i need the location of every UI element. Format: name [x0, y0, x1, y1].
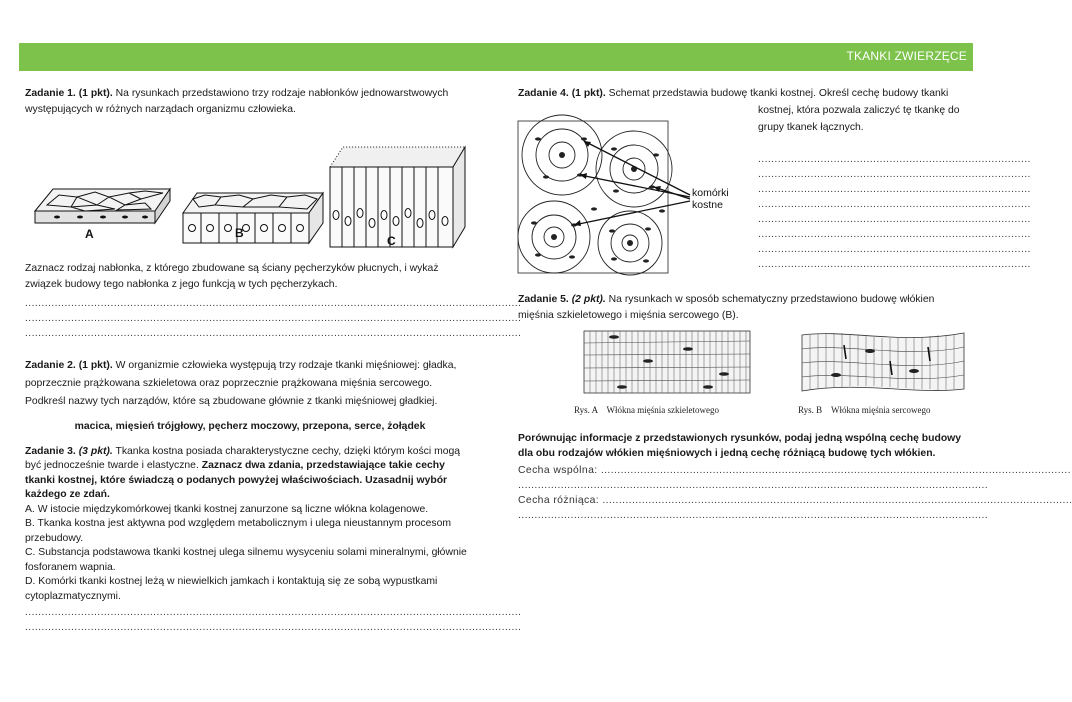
task-4-title: Zadanie 4. (1 pkt). [518, 88, 606, 99]
task-3-points: (3 pkt). [78, 445, 113, 457]
common-feature-label: Cecha wspólna: [518, 465, 598, 477]
task-3-option[interactable]: A. W istocie międzykomórkowej tkanki kostnej zanurzone są liczne włókna kolagenowe. [25, 503, 429, 515]
task-5-intro: Zadanie 5. (2 pkt). Na rysunkach w sposób schematyczny przedstawiono budowę włókien mięśnia szkieletowego i mięśnia sercowego (B). [518, 294, 935, 321]
organ-list[interactable]: macica, mięsień trójgłowy, pęcherz moczowy, przepona, serce, żołądek [74, 421, 426, 433]
answer-line[interactable]: ....................................................................................................................................................... [25, 313, 522, 325]
left-column [25, 86, 522, 636]
figure-label-c: C [387, 234, 396, 249]
task-2-title: Zadanie 2. (1 pkt). [25, 360, 113, 372]
task-2-text: Zadanie 2. (1 pkt). W organizmie człowieka występują trzy rodzaje tkanki mięśniowej: gładka, poprzecznie prążkowana szkieletowa oraz poprzecznie prążkowana mięśnia sercowego. Podkreśl nazwy tych narządów, które są zbudowane głównie z tkanki mięśniowej gładkiej. [25, 360, 457, 408]
muscle-fibers-figure [518, 325, 968, 421]
figure-label-a: A [85, 227, 94, 242]
answer-line[interactable]: ................................................................................... [758, 244, 1031, 255]
task-4 [518, 86, 1031, 282]
task-4-text-cont: kostnej, która pozwala zaliczyć tę tkankę do grupy tkanek łącznych. [758, 105, 960, 133]
cardiac-muscle-drawing [802, 333, 964, 391]
answer-line[interactable]: ................................................................................... [758, 184, 1031, 195]
task-5-points: (2 pkt). [571, 294, 606, 305]
task-4-intro: Zadanie 4. (1 pkt). Schemat przedstawia budowę tkanki kostnej. Określ cechę budowy tkanki [518, 88, 949, 99]
task-3-option[interactable]: B. Tkanka kostna jest aktywna pod względem metabolicznym i ulega nieustannym procesom przebudowy. [25, 518, 452, 544]
task-3-text: Zadanie 3. (3 pkt). Tkanka kostna posiada charakterystyczne cechy, dzięki którym kości mogą być jednocześnie twarde i elastyczne. Zaznacz dwa zdania, przedstawiające takie cechy tkanki kostnej, które świadczą o podanych powyżej właściwościach. Uzasadnij wybór każdego ze zdań. [25, 445, 461, 501]
task-3-instruction: Zaznacz dwa zdania, przedstawiające takie cechy tkanki kostnej, które świadczą o podanych powyżej właściwościach. Uzasadnij wybór każdego ze zdań. [25, 460, 448, 501]
task-2 [25, 357, 475, 435]
answer-line[interactable]: ....................................................................................................................................................... [25, 622, 522, 634]
task-3-option[interactable]: D. Komórki tkanki kostnej leżą w niewielkich jamkach i kontaktują się ze sobą wypustkami cytoplazmatycznymi. [25, 576, 438, 602]
answer-line[interactable]: ................................................................................... [758, 169, 1031, 180]
bone-tissue-figure [518, 119, 758, 277]
answer-line[interactable]: ............................................................................................................................................... [518, 510, 989, 522]
bone-cells-label: komórki kostne [692, 187, 729, 211]
answer-line[interactable]: ................................................................................... [758, 214, 1031, 225]
task-5-question: Porównując informacje z przedstawionych rysunków, podaj jedną wspólną cechę budowy dla obu rodzajów włókien mięśniowych i jedną cechę różniącą budowę tych włókien. [518, 433, 962, 460]
header-bar [19, 43, 973, 71]
caption-rys-b: Rys. B Włókna mięśnia sercowego [798, 405, 931, 416]
page-title: TKANKI ZWIERZĘCE [846, 49, 967, 63]
answer-line[interactable]: ................................................................................... [758, 154, 1031, 165]
caption-rys-a: Rys. A Włókna mięśnia szkieletowego [574, 405, 719, 416]
task-4-answer-area [758, 152, 1031, 272]
task-1-question: Zaznacz rodzaj nabłonka, z którego zbudowane są ściany pęcherzyków płucnych, i wykaż związek budowy tego nabłonka z jego funkcją w tych pęcherzykach. [25, 263, 439, 290]
task-1-title: Zadanie 1. (1 pkt). [25, 88, 113, 99]
epithelium-b-drawing [183, 193, 323, 243]
answer-line[interactable]: ....................................................................................................................................................... [25, 607, 522, 619]
task-3 [25, 445, 522, 637]
task-1 [25, 86, 522, 341]
epithelium-figure [25, 125, 475, 249]
difference-feature-field[interactable]: Cecha różniąca: ............................................................................................................................................... [518, 495, 1072, 507]
task-3-option[interactable]: C. Substancja podstawowa tkanki kostnej ulega silnemu wysyceniu solami mineralnymi, głównie fosforanem wapnia. [25, 547, 467, 573]
common-feature-field[interactable]: Cecha wspólna: ............................................................................................................................................... [518, 465, 1071, 477]
answer-line[interactable]: ................................................................................... [758, 259, 1031, 270]
task-5-title: Zadanie 5. [518, 294, 569, 305]
answer-line[interactable]: ................................................................................... [758, 229, 1031, 240]
answer-line[interactable]: ................................................................................... [758, 199, 1031, 210]
answer-line[interactable]: ....................................................................................................................................................... [25, 298, 522, 310]
epithelium-a-drawing [35, 189, 170, 223]
task-5 [518, 292, 1072, 523]
task-1-intro: Zadanie 1. (1 pkt). Na rysunkach przedstawiono trzy rodzaje nabłonków jednowarstwowych występujących w różnych narządach organizmu człowieka. [25, 88, 449, 115]
right-column [518, 86, 1072, 523]
answer-line[interactable]: ............................................................................................................................................... [518, 480, 989, 492]
task-3-title: Zadanie 3. [25, 445, 76, 457]
skeletal-muscle-drawing [584, 331, 750, 393]
answer-line[interactable]: ....................................................................................................................................................... [25, 328, 522, 340]
epithelium-c-drawing [330, 147, 465, 247]
figure-label-b: B [235, 226, 244, 241]
difference-feature-label: Cecha różniąca: [518, 495, 600, 507]
